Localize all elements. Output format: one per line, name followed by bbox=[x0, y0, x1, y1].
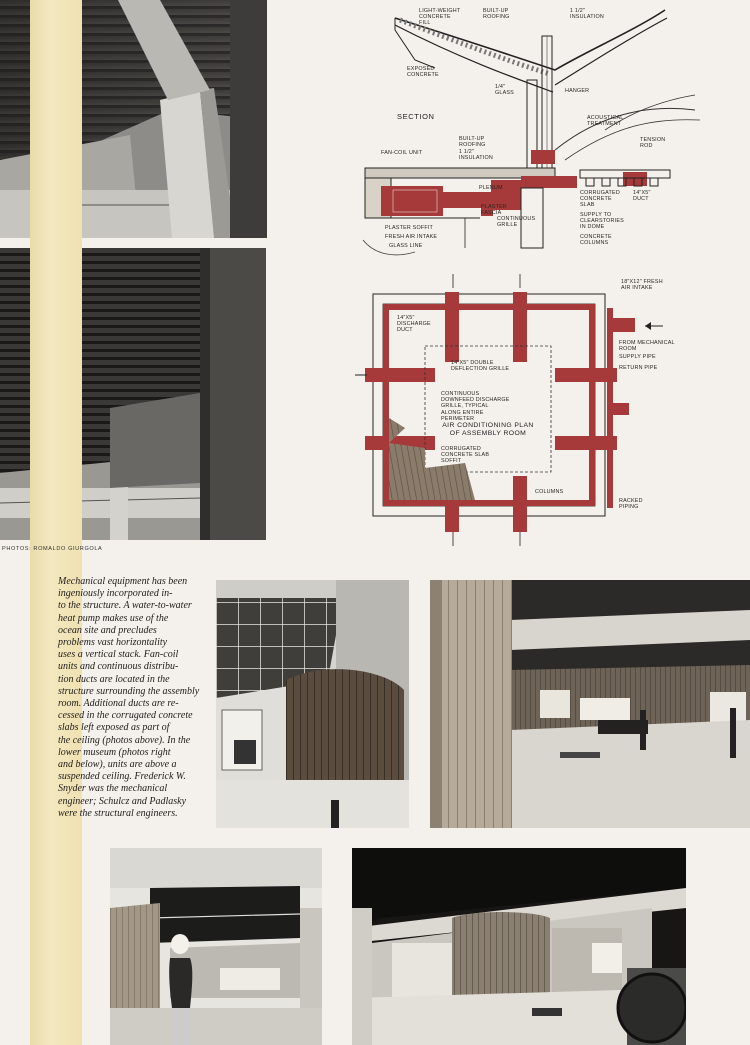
label-insulation-top: 1 1/2" INSULATION bbox=[570, 8, 604, 21]
photo-curved-wood-wall bbox=[216, 580, 409, 828]
label-glass-line: GLASS LINE bbox=[389, 243, 423, 249]
label-exposed-concrete: EXPOSED CONCRETE bbox=[407, 66, 439, 79]
body-text-line: suspended ceiling. Frederick W. bbox=[58, 771, 186, 783]
plan-title bbox=[433, 422, 543, 439]
label-duct-14x5: 14"X5" DUCT bbox=[633, 190, 651, 203]
label-corrugated-slab: CORRUGATED CONCRETE SLAB bbox=[580, 190, 620, 209]
section-drawing bbox=[355, 0, 750, 260]
label-plaster-soffit: PLASTER SOFFIT bbox=[385, 225, 434, 231]
label-from-mech: FROM MECHANICAL ROOM bbox=[619, 340, 675, 353]
body-text-line: to the structure. A water-to-water bbox=[58, 600, 192, 612]
label-tension-rod: TENSION ROD bbox=[640, 137, 666, 150]
label-hanger: HANGER bbox=[565, 88, 590, 94]
label-fan-coil: FAN-COIL UNIT bbox=[381, 150, 423, 156]
label-built-up-roofing: BUILT-UP ROOFING bbox=[459, 136, 486, 149]
body-text-line: ingeniously incorporated in- bbox=[58, 588, 173, 600]
body-text-line: and below), units are above a bbox=[58, 759, 177, 771]
body-text-line: cessed in the corrugated concrete bbox=[58, 710, 193, 722]
plan-drawing bbox=[345, 268, 750, 553]
label-insulation: 1 1/2" INSULATION bbox=[459, 149, 493, 162]
binding-gutter bbox=[30, 0, 82, 1045]
body-text-line: problems vast horizontality bbox=[58, 637, 168, 649]
body-text-line: heat pump makes use of the bbox=[58, 612, 169, 624]
body-text-line: slabs left exposed as part of bbox=[58, 722, 170, 734]
label-acoustical: ACOUSTICAL TREATMENT bbox=[587, 115, 624, 128]
body-text-line: uses a vertical stack. Fan-coil bbox=[58, 649, 179, 661]
label-fresh-air-intake: FRESH AIR INTAKE bbox=[385, 234, 438, 240]
body-text-line: Mechanical equipment has been bbox=[58, 576, 188, 587]
photo-lower-museum-visitor bbox=[110, 848, 322, 1045]
label-fresh-air-plan: 18"X12" FRESH AIR INTAKE bbox=[621, 279, 663, 292]
label-continuous-grille-plan: CONTINUOUS DOWNFEED DISCHARGE GRILLE, TYPICAL ALONG ENTIRE PERIMETER bbox=[441, 391, 510, 422]
body-text-line: room. Additional ducts are re- bbox=[58, 698, 179, 710]
label-continuous-grille: CONTINUOUS GRILLE bbox=[497, 216, 536, 229]
body-text-line: the ceiling (photos above). In the bbox=[58, 734, 191, 746]
body-text-line: Snyder was the mechanical bbox=[58, 783, 168, 795]
plan-title-text: AIR CONDITIONING PLAN OF ASSEMBLY ROOM bbox=[442, 422, 534, 438]
body-text-line: were the structural engineers. bbox=[58, 807, 178, 819]
body-text-line: lower museum (photos right bbox=[58, 746, 171, 758]
photo-lower-museum-hall bbox=[352, 848, 686, 1045]
section-title: SECTION bbox=[397, 112, 435, 121]
body-text-line: ocean site and precludes bbox=[58, 624, 157, 636]
label-supply-pipe: SUPPLY PIPE bbox=[619, 354, 656, 360]
body-text-line: engineer; Schulcz and Padlasky bbox=[58, 795, 187, 807]
label-glass: 1/4" GLASS bbox=[495, 84, 514, 97]
label-columns: COLUMNS bbox=[535, 489, 564, 495]
label-return-pipe: RETURN PIPE bbox=[619, 365, 658, 371]
body-text-line: structure surrounding the assembly bbox=[58, 685, 200, 697]
label-discharge-duct: 14"X5" DISCHARGE DUCT bbox=[397, 315, 431, 334]
label-built-up-roofing-top: BUILT-UP ROOFING bbox=[483, 8, 510, 21]
label-plenum: PLENUM bbox=[479, 185, 503, 191]
label-corrugated-soffit: CORRUGATED CONCRETE SLAB SOFFIT bbox=[441, 446, 490, 465]
body-text bbox=[58, 576, 200, 820]
label-racked-piping: RACKED PIPING bbox=[619, 498, 643, 511]
photo-credit: PHOTOS: ROMALDO GIURGOLA bbox=[2, 546, 103, 552]
label-concrete-columns: CONCRETE COLUMNS bbox=[580, 234, 612, 247]
label-double-grille: 14"X5" DOUBLE DEFLECTION GRILLE bbox=[451, 360, 510, 373]
photo-museum-gallery bbox=[430, 580, 750, 828]
label-plaster-fascia: PLASTER FASCIA bbox=[481, 204, 507, 217]
label-supply-clearstories: SUPPLY TO CLEARSTORIES IN DOME bbox=[580, 212, 624, 231]
label-lightweight-fill: LIGHT-WEIGHT CONCRETE FILL bbox=[419, 8, 461, 27]
body-text-line: units and continuous distribu- bbox=[58, 661, 179, 673]
body-text-line: tion ducts are located in the bbox=[58, 673, 170, 685]
